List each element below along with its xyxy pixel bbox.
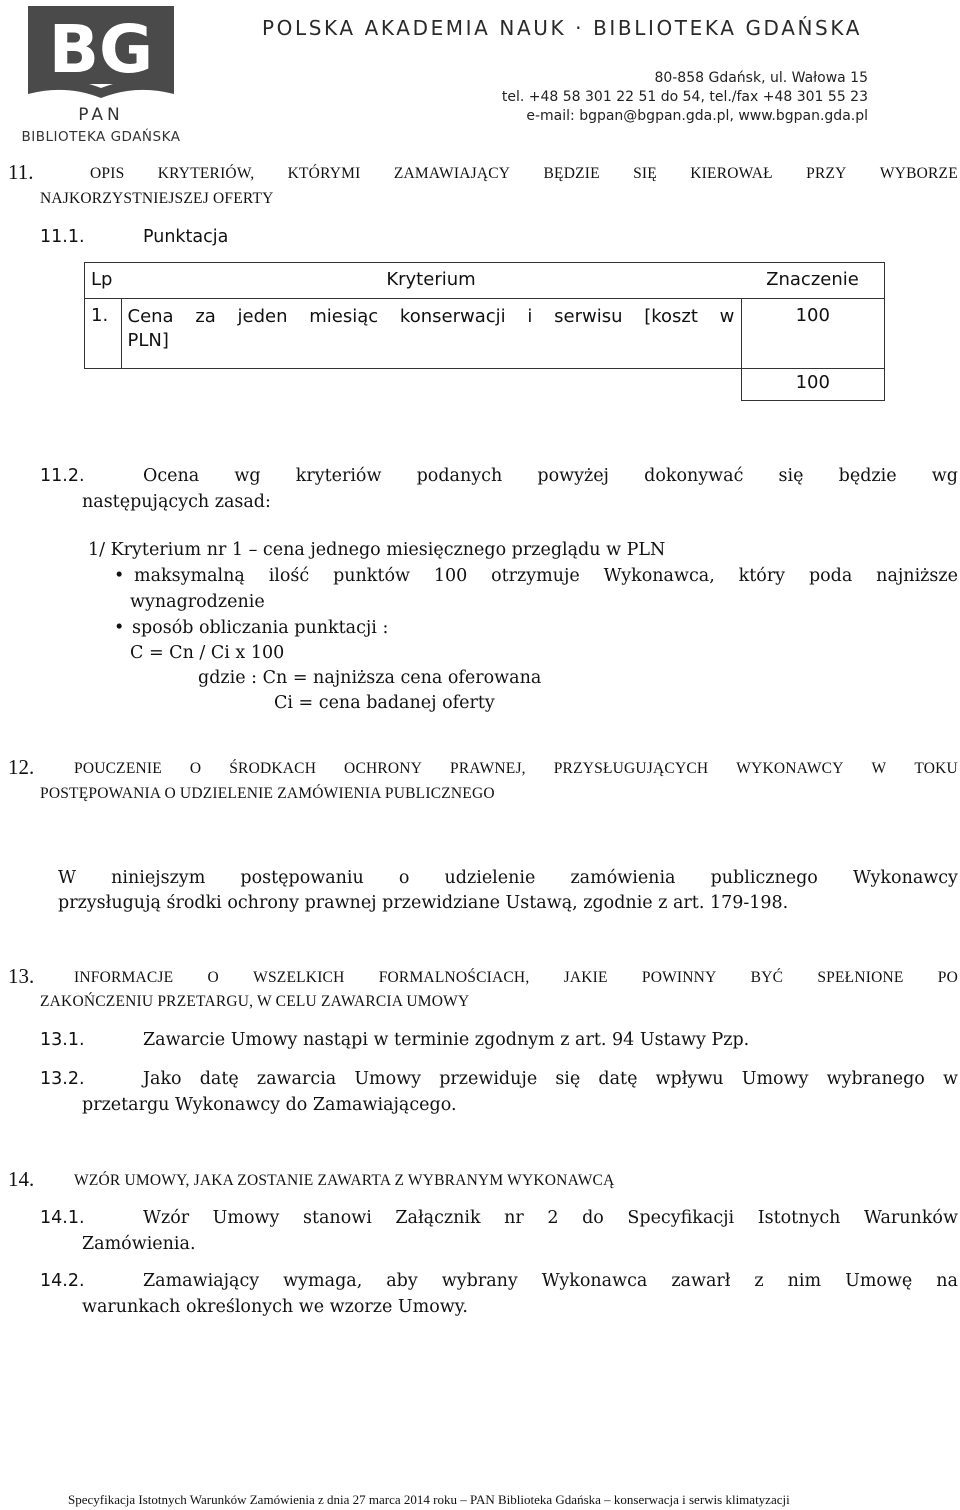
header-kryterium: Kryterium xyxy=(121,263,741,299)
page-footer: Specyfikacja Istotnych Warunków Zamówienia z dnia 27 marca 2014 roku – PAN Biblioteka Gdańska – konserwacja i serwis klimatyzacji xyxy=(68,1492,790,1507)
row1-criterion xyxy=(121,299,741,369)
organization-name: POLSKA AKADEMIA NAUK · BIBLIOTEKA GDAŃSKA xyxy=(262,16,862,40)
section-11-number: 11. xyxy=(8,160,34,184)
subsection-13-2-line1: Jako datę zawarcia Umowy przewiduje się datę wpływu Umowy wybranego w xyxy=(143,1069,958,1089)
total-value: 100 xyxy=(741,369,885,401)
subsection-11-2-number: 11.2. xyxy=(40,466,85,486)
subsection-11-2-line2: następujących zasad: xyxy=(82,492,271,512)
section-12-number: 12. xyxy=(8,755,35,779)
email-www: e-mail: bgpan@bgpan.gda.pl, www.bgpan.gda.pl xyxy=(526,108,868,124)
formula: C = Cn / Ci x 100 xyxy=(130,643,285,663)
library-logo xyxy=(6,4,206,146)
section-11-title-line1: OPIS KRYTERIÓW, KTÓRYMI ZAMAWIAJĄCY BĘDZIE SIĘ KIEROWAŁ PRZY WYBORZE xyxy=(90,165,958,182)
subsection-14-1-number: 14.1. xyxy=(40,1208,85,1228)
section-14-title: WZÓR UMOWY, JAKA ZOSTANIE ZAWARTA Z WYBRANYM WYKONAWCĄ xyxy=(74,1172,615,1189)
subsection-14-2-number: 14.2. xyxy=(40,1271,85,1291)
bullet-1-line1: maksymalną ilość punktów 100 otrzymuje Wykonawca, który poda najniższe xyxy=(134,566,958,586)
section-12-body-line2: przysługują środki ochrony prawnej przewidziane Ustawą, zgodnie z art. 179-198. xyxy=(58,893,789,913)
logo-pan: PAN xyxy=(78,105,124,125)
subsection-13-2-line2: przetargu Wykonawcy do Zamawiającego. xyxy=(82,1095,457,1115)
section-12-title-line1: POUCZENIE O ŚRODKACH OCHRONY PRAWNEJ, PRZYSŁUGUJĄCYCH WYKONAWCY W TOKU xyxy=(74,760,958,777)
section-14-number: 14. xyxy=(8,1167,35,1191)
subsection-13-1-text: Zawarcie Umowy nastąpi w terminie zgodnym z art. 94 Ustawy Pzp. xyxy=(143,1030,750,1050)
bullet-1-icon: • xyxy=(114,566,125,586)
section-13-title-line2: ZAKOŃCZENIU PRZETARGU, W CELU ZAWARCIA UMOWY xyxy=(40,993,470,1010)
logo-subtitle: BIBLIOTEKA GDAŃSKA xyxy=(21,129,181,145)
row1-value: 100 xyxy=(741,299,885,369)
address: 80-858 Gdańsk, ul. Wałowa 15 xyxy=(654,70,868,86)
subsection-14-2-line1: Zamawiający wymaga, aby wybrany Wykonawca zawarł z nim Umowę na xyxy=(143,1271,958,1291)
section-11-title xyxy=(90,165,958,183)
section-12-title-line2: POSTĘPOWANIA O UDZIELENIE ZAMÓWIENIA PUBLICZNEGO xyxy=(40,785,495,802)
subsection-11-2-line1: Ocena wg kryteriów podanych powyżej dokonywać się będzie wg xyxy=(143,466,958,486)
formula-where-2: Ci = cena badanej oferty xyxy=(274,693,495,713)
header-lp: Lp xyxy=(85,263,122,299)
formula-where-1: gdzie : Cn = najniższa cena oferowana xyxy=(198,668,542,688)
section-13-number: 13. xyxy=(8,964,35,988)
row1-criterion-line1: Cena za jeden miesiąc konserwacji i serwisu [koszt w xyxy=(127,306,735,327)
criteria-table xyxy=(84,262,885,401)
subsection-13-2-number: 13.2. xyxy=(40,1069,85,1089)
section-12-body-line1: W niniejszym postępowaniu o udzielenie zamówienia publicznego Wykonawcy xyxy=(58,868,958,888)
row1-criterion-line2: PLN] xyxy=(127,330,169,351)
row1-lp: 1. xyxy=(85,299,122,369)
subsection-13-1-number: 13.1. xyxy=(40,1030,85,1050)
phone: tel. +48 58 301 22 51 do 54, tel./fax +48 301 55 23 xyxy=(501,89,868,105)
bullet-1-line2: wynagrodzenie xyxy=(130,592,265,612)
criterion-1-title: 1/ Kryterium nr 1 – cena jednego miesięcznego przeglądu w PLN xyxy=(88,540,666,560)
subsection-11-1-number: 11.1. xyxy=(40,227,85,247)
subsection-14-1-line2: Zamówienia. xyxy=(82,1234,196,1254)
header-znaczenie: Znaczenie xyxy=(741,263,885,299)
logo-letters: BG xyxy=(48,11,154,88)
subsection-11-1-title: Punktacja xyxy=(143,227,229,247)
section-11-title-line2: NAJKORZYSTNIEJSZEJ OFERTY xyxy=(40,190,274,207)
bullet-2-icon: • xyxy=(114,618,125,638)
subsection-14-2-line2: warunkach określonych we wzorze Umowy. xyxy=(82,1297,468,1317)
section-13-title-line1: INFORMACJE O WSZELKICH FORMALNOŚCIACH, JAKIE POWINNY BYĆ SPEŁNIONE PO xyxy=(74,969,958,986)
subsection-14-1-line1: Wzór Umowy stanowi Załącznik nr 2 do Specyfikacji Istotnych Warunków xyxy=(143,1208,958,1228)
bullet-2-text: sposób obliczania punktacji : xyxy=(132,618,389,638)
